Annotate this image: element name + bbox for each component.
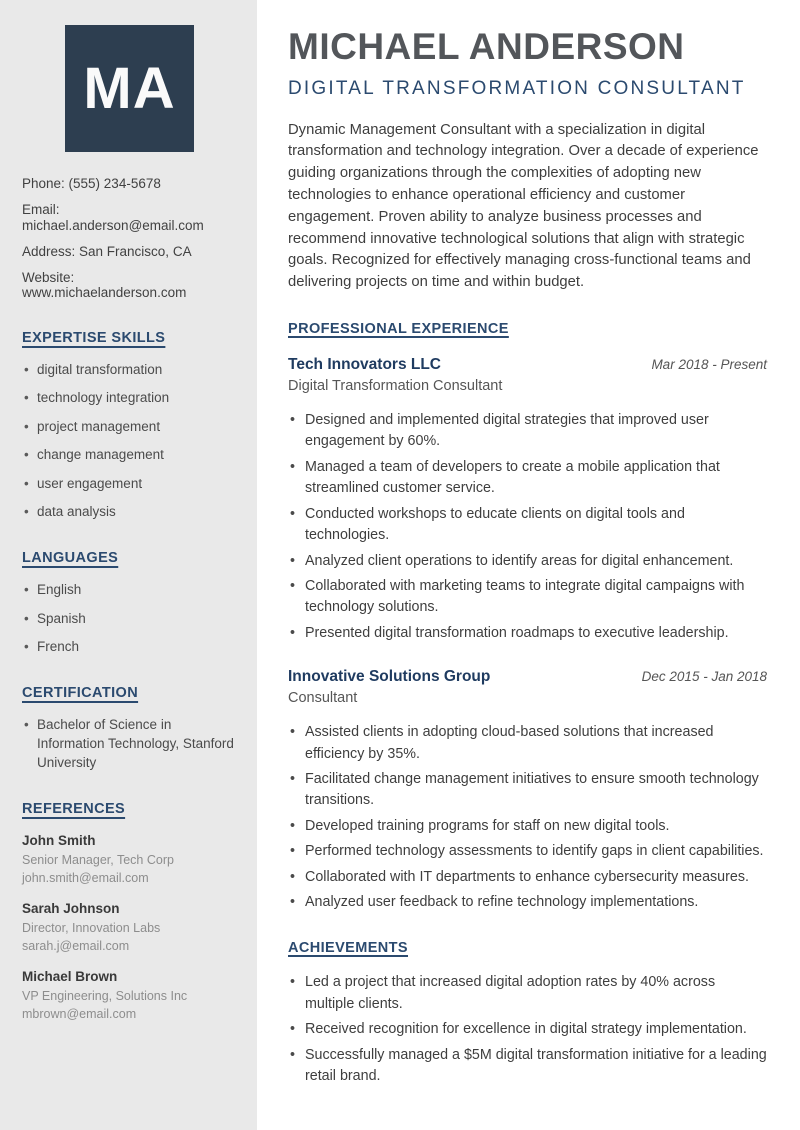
reference-name: John Smith [22,833,96,849]
expertise-skills-heading: EXPERTISE SKILLS [22,329,166,346]
candidate-name: MICHAEL ANDERSON [288,26,685,67]
job-bullet-list [288,722,767,913]
job-entry [288,356,767,644]
skill-item: • technology integration [22,388,237,407]
contact-email: Email: michael.anderson@email.com [22,202,204,233]
job-bullet: • Managed a team of developers to create a mobile application that streamlined customer service. [288,457,767,500]
job-role: Consultant [288,690,358,707]
job-bullet: • Presented digital transformation roadmaps to executive leadership. [288,623,767,644]
reference-entry [22,901,237,955]
job-bullet: • Collaborated with IT departments to enhance cybersecurity measures. [288,867,767,888]
company-name: Innovative Solutions Group [288,668,491,686]
job-header [288,356,767,374]
achievement-bullet: • Received recognition for excellence in digital strategy implementation. [288,1019,767,1040]
job-bullet: • Collaborated with marketing teams to integrate digital campaigns with technology solutions. [288,576,767,619]
contact-address: Address: San Francisco, CA [22,243,192,259]
job-entry [288,668,767,913]
job-bullet-list [288,410,767,644]
reference-title: Senior Manager, Tech Corp [22,853,174,868]
language-item: • Spanish [22,609,237,628]
summary-paragraph: Dynamic Management Consultant with a specialization in digital transformation and technology integration. Over a decade of experience guiding organizations through the complexities of adopting new technologies to enhance operational efficiency and customer engagement. Proven ability to analyze business processes and recommend innovative technological solutions that align with strategic goals. Recognized for effectively managing cross-functional teams and delivering projects on time and within budget. [288,121,759,291]
job-dates: Dec 2015 - Jan 2018 [641,669,767,685]
reference-name: Michael Brown [22,969,118,985]
references-heading: REFERENCES [22,801,126,818]
skill-item: • user engagement [22,474,237,493]
skill-item: • digital transformation [22,360,237,379]
company-name: Tech Innovators LLC [288,356,442,374]
certification-item: • Bachelor of Science in Information Technology, Stanford University [22,715,237,772]
reference-email: sarah.j@email.com [22,938,130,953]
languages-section [22,550,237,656]
achievement-bullet: • Successfully managed a $5M digital transformation initiative for a leading retail brand. [288,1045,767,1088]
job-bullet: • Conducted workshops to educate clients on digital tools and technologies. [288,504,767,547]
reference-email: mbrown@email.com [22,1006,137,1021]
job-bullet: • Assisted clients in adopting cloud-based solutions that increased efficiency by 35%. [288,722,767,765]
reference-email: john.smith@email.com [22,870,149,885]
contact-phone: Phone: (555) 234-5678 [22,176,161,191]
certification-list [22,715,237,772]
achievements-heading: ACHIEVEMENTS [288,940,409,957]
reference-title: VP Engineering, Solutions Inc [22,989,188,1004]
professional-experience-section [288,321,767,913]
achievements-section [288,940,767,1087]
professional-experience-heading: PROFESSIONAL EXPERIENCE [288,321,509,338]
contact-website: Website: www.michaelanderson.com [22,269,187,301]
certification-section [22,685,237,772]
reference-name: Sarah Johnson [22,901,120,917]
languages-heading: LANGUAGES [22,550,119,567]
job-bullet: • Performed technology assessments to identify gaps in client capabilities. [288,841,767,862]
languages-list [22,580,237,656]
achievements-list [288,972,767,1087]
job-bullet: • Developed training programs for staff on new digital tools. [288,816,767,837]
reference-entry [22,969,237,1023]
job-bullet: • Analyzed user feedback to refine technology implementations. [288,892,767,913]
main-content [257,0,800,1130]
sidebar [0,0,257,1130]
skill-item: • change management [22,445,237,464]
language-item: • English [22,580,237,599]
contact-info [22,176,237,301]
language-item: • French [22,637,237,656]
achievement-bullet: • Led a project that increased digital adoption rates by 40% across multiple clients. [288,972,767,1015]
references-section [22,801,237,1023]
candidate-title: DIGITAL TRANSFORMATION CONSULTANT [288,77,746,99]
expertise-skills-list [22,360,237,522]
job-bullet: • Analyzed client operations to identify areas for digital enhancement. [288,551,767,572]
skill-item: • project management [22,417,237,436]
job-header [288,668,767,686]
monogram-initials: MA [83,56,176,121]
job-bullet: • Designed and implemented digital strategies that improved user engagement by 60%. [288,410,767,453]
certification-heading: CERTIFICATION [22,685,139,702]
skill-item: • data analysis [22,502,237,521]
job-dates: Mar 2018 - Present [651,357,767,373]
reference-title: Director, Innovation Labs [22,921,161,936]
job-role: Digital Transformation Consultant [288,378,503,395]
expertise-skills-section [22,330,237,522]
job-bullet: • Facilitated change management initiatives to ensure smooth technology transitions. [288,769,767,812]
monogram-badge [65,25,194,152]
reference-entry [22,833,237,887]
